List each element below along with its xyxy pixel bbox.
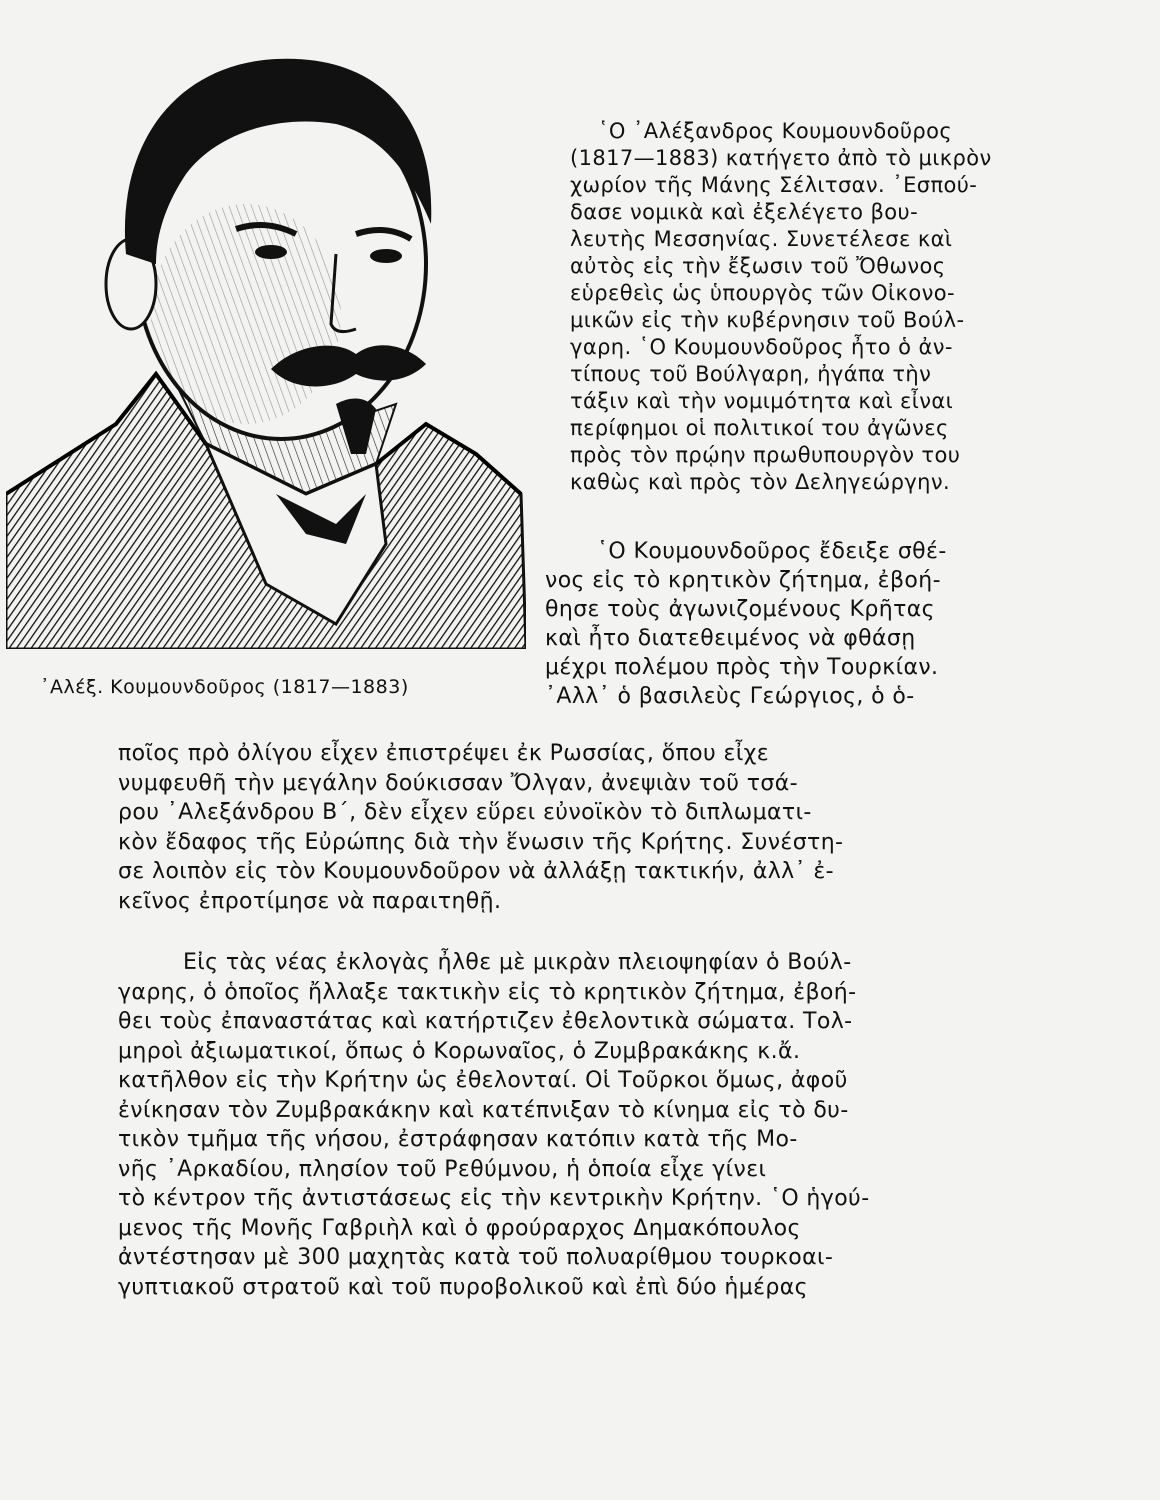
text-line: καὶ ἦτο διατεθειμένος νὰ φθάσῃ	[545, 626, 916, 651]
paragraph-1	[570, 118, 1090, 496]
portrait-engraving	[6, 24, 526, 649]
text-line: γαρη. ῾Ο Κουμουνδοῦρος ἦτο ὁ ἀν-	[570, 335, 953, 359]
text-line: ποῖος πρὸ ὀλίγου εἶχεν ἐπιστρέψει ἐκ Ρωσσίας, ὅπου εἶχε	[118, 741, 770, 766]
text-line: τὸ κέντρον τῆς ἀντιστάσεως εἰς τὴν κεντρικὴν Κρήτην. ῾Ο ἡγού-	[118, 1186, 870, 1211]
text-line: νυμφευθῆ τὴν μεγάλην δούκισσαν Ὄλγαν, ἀνεψιὰν τοῦ τσά-	[118, 770, 798, 796]
text-line: πρὸς τὸν πρῴην πρωθυπουργὸν του	[570, 443, 961, 467]
text-line: μέχρι πολέμου πρὸς τὴν Τουρκίαν.	[545, 655, 939, 680]
text-line: (1817—1883) κατήγετο ἀπὸ τὸ μικρὸν	[570, 146, 992, 170]
text-line: ἐνίκησαν τὸν Ζυμβρακάκην καὶ κατέπνιξαν τὸ κίνημα εἰς τὸ δυ-	[118, 1097, 849, 1123]
text-line: γυπτιακοῦ στρατοῦ καὶ τοῦ πυροβολικοῦ καὶ ἐπὶ δύο ἡμέρας	[118, 1274, 808, 1300]
text-line: μηροὶ ἀξιωματικοί, ὅπως ὁ Κορωναῖος, ὁ Ζυμβρακάκης κ.ἄ.	[118, 1038, 801, 1064]
text-line: Εἰς τὰς νέας ἐκλογὰς ἦλθε μὲ μικρὰν πλειοψηφίαν ὁ Βούλ-	[183, 950, 852, 975]
text-line: νος εἰς τὸ κρητικὸν ζήτημα, ἐβοή-	[545, 568, 941, 593]
text-line: κὸν ἔδαφος τῆς Εὐρώπης διὰ τὴν ἕνωσιν τῆς Κρήτης. Συνέστη-	[118, 829, 844, 855]
text-line: κατῆλθον εἰς τὴν Κρήτην ὡς ἐθελονταί. Οἱ Τοῦρκοι ὅμως, ἀφοῦ	[118, 1068, 848, 1093]
paragraph-2-full	[118, 739, 1093, 916]
text-line: μενος τῆς Μονῆς Γαβριὴλ καὶ ὁ φρούραρχος Δημακόπουλος	[118, 1215, 801, 1241]
text-line: τάξιν καὶ τὴν νομιμότητα καὶ εἶναι	[570, 389, 954, 413]
text-line: γαρης, ὁ ὁποῖος ἤλλαξε τακτικὴν εἰς τὸ κρητικὸν ζήτημα, ἐβοή-	[118, 979, 857, 1005]
text-line: θησε τοὺς ἀγωνιζομένους Κρῆτας	[545, 597, 935, 622]
paragraph-2-right	[545, 537, 1090, 711]
text-line: ἀντέστησαν μὲ 300 μαχητὰς κατὰ τοῦ πολυαρίθμου τουρκοαι-	[118, 1245, 834, 1270]
text-line: εὑρεθεὶς ὡς ὑπουργὸς τῶν Οἰκονο-	[570, 281, 955, 305]
text-line: χωρίον τῆς Μάνης Σέλιτσαν. ᾿Εσπού-	[570, 173, 978, 197]
text-line: μικῶν εἰς τὴν κυβέρνησιν τοῦ Βούλ-	[570, 308, 965, 332]
text-line: αὐτὸς εἰς τὴν ἔξωσιν τοῦ Ὄθωνος	[570, 254, 946, 278]
text-line: καθὼς καὶ πρὸς τὸν Δεληγεώργην.	[570, 470, 951, 494]
text-line: τικὸν τμῆμα τῆς νήσου, ἐστράφησαν κατόπιν κατὰ τῆς Μο-	[118, 1127, 798, 1152]
text-line: ρου ᾿Αλεξάνδρου Β΄, δὲν εἶχεν εὕρει εὐνοϊκὸν τὸ διπλωματι-	[118, 800, 812, 825]
text-line: κεῖνος ἐπροτίμησε νὰ παραιτηθῇ.	[118, 888, 502, 914]
text-line: λευτὴς Μεσσηνίας. Συνετέλεσε καὶ	[570, 227, 953, 251]
text-line: ᾿Αλλ᾿ ὁ βασιλεὺς Γεώργιος, ὁ ὁ-	[545, 684, 915, 709]
text-line: δασε νομικὰ καὶ ἐξελέγετο βου-	[570, 200, 919, 224]
text-line: περίφημοι οἱ πολιτικοί του ἀγῶνες	[570, 416, 949, 440]
paragraph-3	[118, 948, 1093, 1302]
text-line: ῾Ο ᾿Αλέξανδρος Κουμουνδοῦρος	[598, 119, 953, 143]
portrait-caption: ᾿Αλέξ. Κουμουνδοῦρος (1817—1883)	[40, 676, 409, 698]
text-line: σε λοιπὸν εἰς τὸν Κουμουνδοῦρον νὰ ἀλλάξῃ τακτικήν, ἀλλ᾿ ἐ-	[118, 859, 834, 884]
text-line: ῾Ο Κουμουνδοῦρος ἔδειξε σθέ-	[597, 539, 947, 564]
text-line: θει τοὺς ἐπαναστάτας καὶ κατήρτιζεν ἐθελοντικὰ σώματα. Τολ-	[118, 1009, 853, 1034]
text-line: νῆς ᾿Αρκαδίου, πλησίον τοῦ Ρεθύμνου, ἡ ὁποία εἶχε γίνει	[118, 1156, 767, 1182]
text-line: τίπους τοῦ Βούλγαρη, ἠγάπα τὴν	[570, 362, 932, 386]
